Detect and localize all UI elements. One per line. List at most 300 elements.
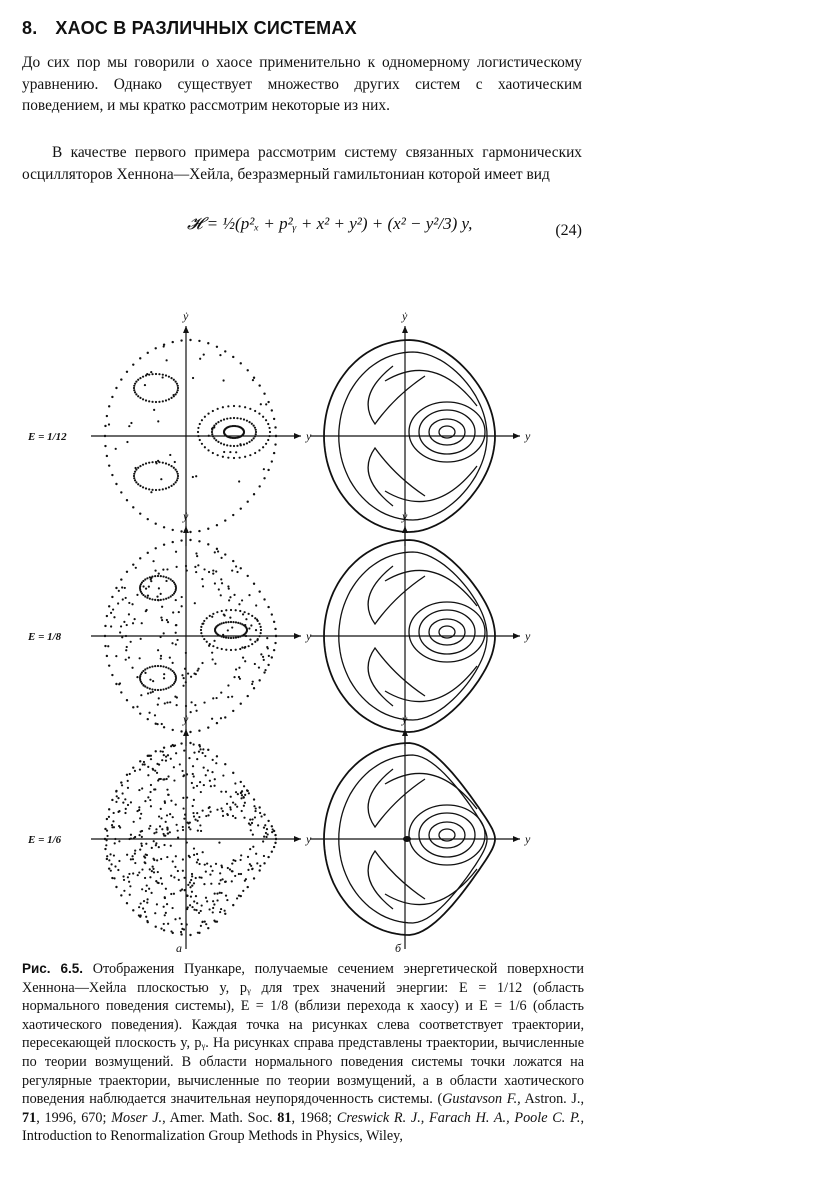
section-point: [196, 812, 198, 814]
section-point: [144, 800, 146, 802]
section-point: [106, 830, 108, 832]
section-point: [150, 580, 152, 582]
section-point: [167, 667, 169, 669]
section-point: [268, 655, 270, 657]
section-point: [263, 468, 265, 470]
poincare-row: [27, 509, 531, 746]
section-point: [163, 834, 165, 836]
section-point: [189, 828, 191, 830]
section-point: [145, 890, 147, 892]
section-point: [173, 379, 175, 381]
section-point: [240, 873, 242, 875]
section-point: [152, 560, 154, 562]
section-point: [235, 621, 237, 623]
section-point: [172, 541, 174, 543]
section-point: [144, 911, 146, 913]
section-point: [122, 801, 124, 803]
section-point: [236, 571, 238, 573]
section-point: [247, 501, 249, 503]
section-point: [162, 488, 164, 490]
section-point: [197, 859, 199, 861]
section-point: [222, 456, 224, 458]
section-point: [128, 602, 130, 604]
section-point: [172, 729, 174, 731]
section-point: [108, 664, 110, 666]
section-point: [184, 668, 186, 670]
section-point: [134, 850, 136, 852]
section-point: [216, 755, 218, 757]
section-point: [237, 793, 239, 795]
section-point: [155, 750, 157, 752]
section-point: [175, 469, 177, 471]
section-point: [113, 854, 115, 856]
section-point: [130, 641, 132, 643]
reference-volume: 71: [22, 1109, 37, 1126]
section-point: [253, 437, 255, 439]
section-point: [152, 769, 154, 771]
section-point: [126, 854, 128, 856]
section-point: [209, 780, 211, 782]
section-point: [162, 688, 164, 690]
section-point: [258, 413, 260, 415]
section-point: [220, 635, 222, 637]
section-point: [232, 904, 234, 906]
section-point: [165, 760, 167, 762]
section-point: [176, 383, 178, 385]
section-point: [183, 877, 185, 879]
section-point: [175, 381, 177, 383]
section-point: [243, 418, 245, 420]
section-point: [199, 824, 201, 826]
section-point: [216, 611, 218, 613]
section-point: [221, 648, 223, 650]
section-point: [240, 797, 242, 799]
section-point: [175, 675, 177, 677]
section-point: [139, 357, 141, 359]
section-point: [200, 748, 202, 750]
section-point: [245, 618, 247, 620]
section-point: [148, 488, 150, 490]
section-point: [130, 837, 132, 839]
section-point: [197, 431, 199, 433]
section-point: [129, 885, 131, 887]
section-point: [197, 435, 199, 437]
section-point: [147, 718, 149, 720]
section-point: [229, 417, 231, 419]
section-point: [148, 712, 150, 714]
section-point: [199, 745, 201, 747]
section-point: [173, 876, 175, 878]
section-point: [149, 679, 151, 681]
section-point: [120, 378, 122, 380]
section-point: [220, 594, 222, 596]
section-point: [241, 790, 243, 792]
section-point: [226, 444, 228, 446]
section-point: [197, 829, 199, 831]
section-point: [162, 598, 164, 600]
section-point: [273, 846, 275, 848]
section-point: [241, 794, 243, 796]
section-point: [144, 862, 146, 864]
section-point: [239, 610, 241, 612]
section-point: [209, 811, 211, 813]
invariant-curve: [385, 466, 477, 502]
section-point: [171, 684, 173, 686]
horizontal-axis-label: y: [306, 832, 312, 846]
section-point: [233, 417, 235, 419]
section-point: [157, 599, 159, 601]
section-point: [219, 892, 221, 894]
section-point: [249, 454, 251, 456]
section-point: [218, 883, 220, 885]
section-point: [145, 587, 147, 589]
section-point: [197, 669, 199, 671]
section-point: [248, 594, 250, 596]
section-point: [207, 749, 209, 751]
section-point: [175, 752, 177, 754]
section-point: [231, 880, 233, 882]
section-point: [183, 677, 185, 679]
section-point: [149, 799, 151, 801]
section-point: [118, 840, 120, 842]
section-point: [160, 689, 162, 691]
section-point: [173, 779, 175, 781]
section-point: [238, 873, 240, 875]
invariant-curve: [385, 370, 477, 406]
section-point: [133, 821, 135, 823]
section-point: [104, 848, 106, 850]
section-point: [175, 804, 177, 806]
section-point: [201, 904, 203, 906]
section-point: [265, 403, 267, 405]
section-point: [249, 824, 251, 826]
section-point: [159, 825, 161, 827]
section-point: [235, 637, 237, 639]
section-point: [166, 828, 168, 830]
section-point: [263, 813, 265, 815]
section-point: [242, 890, 244, 892]
section-point: [202, 752, 204, 754]
section-point: [177, 473, 179, 475]
section-point: [231, 870, 233, 872]
section-point: [123, 621, 125, 623]
section-point: [211, 616, 213, 618]
section-point: [193, 847, 195, 849]
section-point: [173, 467, 175, 469]
section-point: [236, 417, 238, 419]
section-point: [205, 897, 207, 899]
section-point: [253, 805, 255, 807]
section-point: [163, 632, 165, 634]
invariant-curve: [419, 813, 475, 857]
section-point: [204, 446, 206, 448]
section-point: [148, 585, 150, 587]
section-point: [231, 862, 233, 864]
section-point: [185, 565, 187, 567]
section-point: [274, 443, 276, 445]
section-point: [163, 923, 165, 925]
section-point: [190, 676, 192, 678]
section-point: [109, 853, 111, 855]
section-point: [144, 595, 146, 597]
section-point: [221, 866, 223, 868]
section-point: [245, 635, 247, 637]
section-point: [235, 565, 237, 567]
section-point: [271, 656, 273, 658]
energy-label: E = 1/12: [28, 431, 67, 443]
section-point: [125, 659, 127, 661]
section-point: [259, 812, 261, 814]
section-point: [163, 677, 165, 679]
section-point: [225, 649, 227, 651]
section-point: [227, 684, 229, 686]
section-point: [193, 854, 195, 856]
section-point: [139, 557, 141, 559]
section-point: [193, 775, 195, 777]
equation-number: (24): [555, 222, 582, 239]
section-point: [167, 754, 169, 756]
section-point: [267, 833, 269, 835]
section-point: [104, 445, 106, 447]
vertical-axis-label: ẏ: [183, 509, 189, 523]
section-point: [229, 806, 231, 808]
section-point: [113, 877, 115, 879]
section-point: [203, 701, 205, 703]
section-point: [255, 853, 257, 855]
section-point: [207, 726, 209, 728]
section-point: [168, 464, 170, 466]
section-point: [240, 854, 242, 856]
section-point: [177, 387, 179, 389]
section-point: [247, 369, 249, 371]
section-point: [134, 471, 136, 473]
section-point: [224, 716, 226, 718]
section-point: [168, 398, 170, 400]
section-point: [226, 803, 228, 805]
section-point: [207, 449, 209, 451]
section-point: [249, 408, 251, 410]
section-point: [241, 646, 243, 648]
section-point: [114, 842, 116, 844]
section-point: [149, 825, 151, 827]
section-point: [115, 790, 117, 792]
section-point: [139, 377, 141, 379]
section-point: [186, 908, 188, 910]
section-point: [140, 638, 142, 640]
section-point: [163, 673, 165, 675]
section-point: [190, 711, 192, 713]
section-point: [243, 817, 245, 819]
section-point: [158, 846, 160, 848]
axis-arrow: [294, 836, 301, 842]
section-point: [124, 812, 126, 814]
section-point: [203, 354, 205, 356]
section-point: [200, 629, 202, 631]
section-point: [210, 883, 212, 885]
section-point: [129, 894, 131, 896]
section-point: [243, 443, 245, 445]
section-point: [259, 865, 261, 867]
section-point: [160, 657, 162, 659]
section-point: [240, 507, 242, 509]
section-point: [230, 609, 232, 611]
section-point: [218, 588, 220, 590]
section-point: [271, 613, 273, 615]
section-point: [149, 791, 151, 793]
section-point: [215, 570, 217, 572]
section-point: [224, 913, 226, 915]
section-point: [220, 807, 222, 809]
section-point: [162, 665, 164, 667]
section-point: [215, 423, 217, 425]
section-point: [251, 822, 253, 824]
section-point: [263, 598, 265, 600]
section-point: [228, 599, 230, 601]
section-point: [130, 858, 132, 860]
section-point: [181, 674, 183, 676]
section-point: [274, 628, 276, 630]
section-point: [258, 623, 260, 625]
section-point: [173, 893, 175, 895]
section-point: [161, 828, 163, 830]
section-point: [146, 687, 148, 689]
section-point: [226, 899, 228, 901]
section-point: [227, 585, 229, 587]
section-point: [206, 641, 208, 643]
section-point: [106, 858, 108, 860]
invariant-curve: [385, 570, 477, 606]
section-point: [215, 439, 217, 441]
section-point: [148, 374, 150, 376]
section-point: [153, 832, 155, 834]
section-point: [195, 877, 197, 879]
section-point: [207, 814, 209, 816]
section-point: [211, 431, 213, 433]
section-point: [111, 799, 113, 801]
section-point: [232, 815, 234, 817]
section-point: [154, 575, 156, 577]
section-point: [175, 587, 177, 589]
section-point: [132, 858, 134, 860]
section-point: [235, 649, 237, 651]
section-point: [241, 599, 243, 601]
section-point: [108, 423, 110, 425]
section-point: [263, 827, 265, 829]
section-point: [154, 689, 156, 691]
section-point: [153, 840, 155, 842]
section-point: [176, 639, 178, 641]
section-point: [154, 912, 156, 914]
poincare-figure: [0, 290, 816, 960]
section-point: [151, 489, 153, 491]
section-point: [107, 645, 109, 647]
section-point: [183, 749, 185, 751]
section-point: [232, 621, 234, 623]
section-point: [214, 582, 216, 584]
section-point: [239, 405, 241, 407]
perturbation-theory-panel: [310, 309, 531, 546]
section-point: [207, 769, 209, 771]
section-point: [171, 642, 173, 644]
section-point: [126, 624, 128, 626]
section-point: [151, 847, 153, 849]
section-point: [220, 442, 222, 444]
section-point: [193, 752, 195, 754]
section-point: [111, 596, 113, 598]
section-point: [160, 858, 162, 860]
section-point: [114, 838, 116, 840]
section-point: [165, 688, 167, 690]
section-point: [150, 577, 152, 579]
section-point: [106, 855, 108, 857]
section-point: [149, 688, 151, 690]
section-point: [174, 918, 176, 920]
section-point: [150, 892, 152, 894]
axis-arrow: [513, 836, 520, 842]
section-point: [172, 662, 174, 664]
section-point: [203, 638, 205, 640]
section-point: [239, 635, 241, 637]
section-point: [147, 595, 149, 597]
section-point: [157, 882, 159, 884]
section-point: [106, 835, 108, 837]
section-point: [128, 425, 130, 427]
section-point: [187, 884, 189, 886]
section-point: [143, 900, 145, 902]
section-point: [132, 622, 134, 624]
section-point: [222, 406, 224, 408]
section-point: [147, 766, 149, 768]
section-point: [169, 657, 171, 659]
section-point: [113, 812, 115, 814]
section-point: [244, 660, 246, 662]
section-point: [167, 687, 169, 689]
section-point: [258, 449, 260, 451]
section-point: [222, 774, 224, 776]
section-point: [165, 756, 167, 758]
section-point: [212, 645, 214, 647]
section-point: [258, 666, 260, 668]
section-point: [216, 346, 218, 348]
section-point: [212, 573, 214, 575]
section-point: [236, 806, 238, 808]
section-point: [227, 457, 229, 459]
section-point: [133, 473, 135, 475]
section-point: [143, 855, 145, 857]
section-point: [246, 789, 248, 791]
section-point: [144, 763, 146, 765]
section-point: [142, 486, 144, 488]
section-point: [134, 391, 136, 393]
invariant-curve: [409, 402, 485, 462]
section-point: [135, 393, 137, 395]
section-point: [258, 679, 260, 681]
section-point: [115, 801, 117, 803]
section-point: [170, 845, 172, 847]
section-point: [265, 832, 267, 834]
section-point: [226, 418, 228, 420]
section-point: [132, 363, 134, 365]
section-point: [155, 401, 157, 403]
section-point: [213, 903, 215, 905]
section-point: [138, 789, 140, 791]
invariant-curve: [429, 822, 465, 848]
section-point: [165, 821, 167, 823]
section-point: [247, 869, 249, 871]
section-point: [237, 636, 239, 638]
reference-author: Gustavson F.: [442, 1091, 518, 1108]
section-point: [172, 394, 174, 396]
